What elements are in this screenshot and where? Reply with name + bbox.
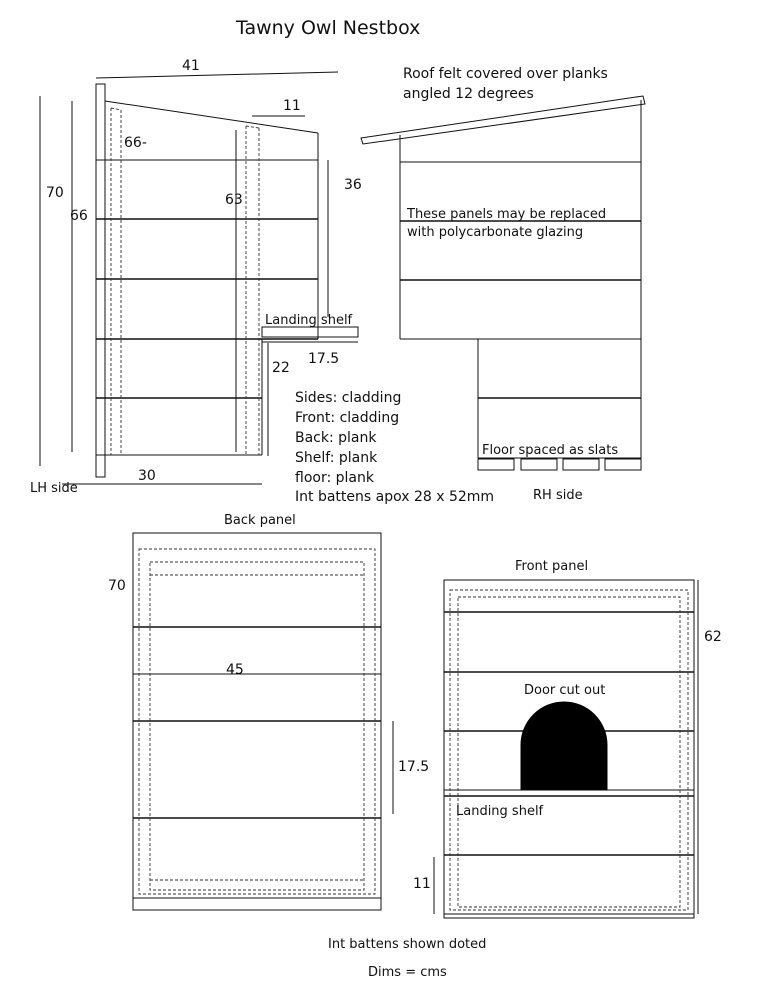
dim-inner-top: 66-	[124, 135, 147, 151]
lh-side-label: LH side	[30, 481, 78, 496]
roof-note-line-1: Roof felt covered over planks	[403, 66, 608, 82]
back-panel-height: 70	[108, 578, 126, 594]
lh-back-plank	[96, 84, 105, 477]
material-front: Front: cladding	[295, 410, 400, 426]
material-battens: Int battens apox 28 x 52mm	[295, 489, 495, 505]
back-panel-width: 45	[226, 662, 244, 678]
back-panel-label: Back panel	[224, 513, 296, 528]
battens-note: Int battens shown doted	[328, 937, 487, 952]
rh-side-view	[361, 66, 645, 503]
dim-inner-height: 66	[70, 208, 88, 224]
material-floor: floor: plank	[295, 470, 374, 486]
units-note: Dims = cms	[368, 965, 447, 980]
dim-total-height: 70	[46, 185, 64, 201]
front-panel-height: 62	[704, 629, 722, 645]
dim-front-height: 63	[225, 192, 243, 208]
front-landing-shelf-label: Landing shelf	[456, 804, 544, 819]
back-panel-lower-height: 17.5	[398, 759, 430, 775]
dim-shelf-drop: 22	[272, 360, 290, 376]
floor-note: Floor spaced as slats	[482, 443, 619, 458]
roof-note-line-2: angled 12 degrees	[403, 86, 534, 102]
material-back: Back: plank	[295, 430, 377, 446]
material-sides: Sides: cladding	[295, 390, 402, 406]
panels-note-line-2: with polycarbonate glazing	[407, 225, 584, 240]
lh-landing-shelf-label: Landing shelf	[265, 313, 353, 328]
dim-shelf-width: 17.5	[308, 351, 340, 367]
front-panel-bottom-height: 11	[413, 876, 431, 892]
materials-list	[295, 390, 494, 505]
panels-note-line-1: These panels may be replaced	[407, 207, 607, 222]
rh-side-label: RH side	[533, 488, 583, 503]
back-panel-base	[133, 898, 381, 910]
material-shelf: Shelf: plank	[295, 450, 378, 466]
dim-bottom-width: 30	[138, 468, 156, 484]
rh-roof	[361, 96, 645, 144]
front-panel-base	[444, 914, 694, 918]
diagram-title: Tawny Owl Nestbox	[236, 17, 421, 39]
front-panel-view	[413, 559, 722, 918]
back-panel-view	[108, 513, 429, 910]
lh-landing-shelf	[262, 327, 358, 337]
dim-roof-overhang: 11	[283, 98, 301, 114]
front-panel-label: Front panel	[515, 559, 589, 574]
dim-front-right: 36	[344, 177, 362, 193]
dim-top-width: 41	[182, 58, 200, 74]
door-cutout-label: Door cut out	[524, 683, 606, 698]
back-panel-outline	[133, 533, 381, 898]
door-cutout	[521, 702, 607, 790]
